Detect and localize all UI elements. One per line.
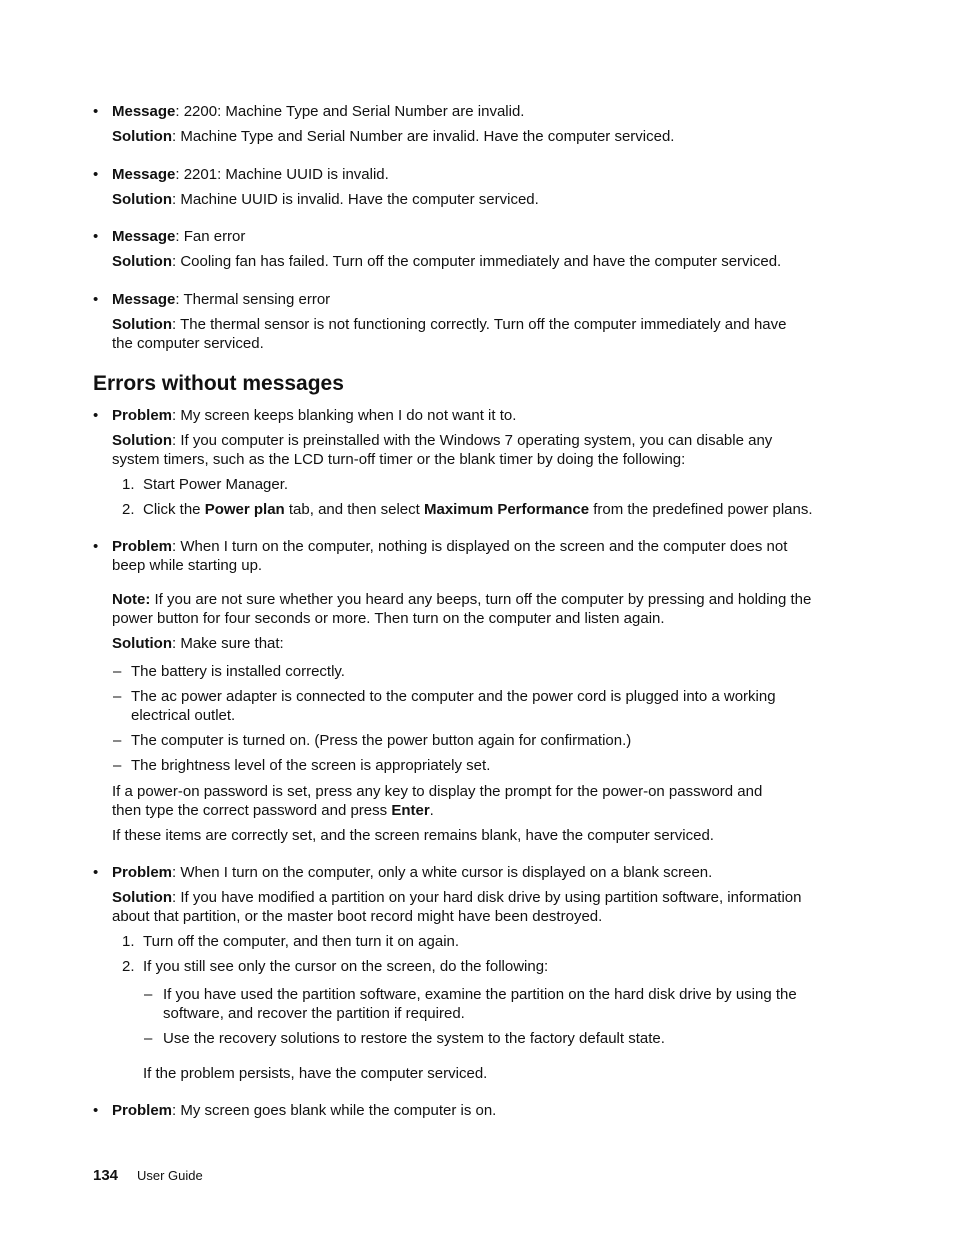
step-text: Start Power Manager. (143, 476, 289, 493)
message-line: Message: 2201: Machine UUID is invalid. (112, 166, 389, 183)
solution-line: Solution: Machine UUID is invalid. Have the computer serviced. (112, 191, 539, 208)
problem-line: Problem: My screen keeps blanking when I do not want it to. (112, 407, 517, 424)
problem-line: Problem: When I turn on the computer, only a white cursor is displayed on a blank screen. (112, 864, 713, 881)
problem-line: Problem: When I turn on the computer, nothing is displayed on the screen and the computer does not (112, 538, 788, 555)
step-text: Turn off the computer, and then turn it on again. (143, 933, 460, 950)
step-number: 2. (122, 501, 135, 518)
dash-icon: – (144, 1030, 153, 1047)
dash-icon: – (113, 663, 122, 680)
step-number: 1. (122, 933, 135, 950)
solution-line: about that partition, or the master boot record might have been destroyed. (112, 908, 603, 925)
paragraph-line: If the problem persists, have the computer serviced. (143, 1065, 488, 1082)
bullet-icon: • (93, 864, 99, 881)
message-line: Message: 2200: Machine Type and Serial Number are invalid. (112, 103, 525, 120)
dash-icon: – (113, 732, 122, 749)
dash-icon: – (144, 986, 153, 1003)
bullet-icon: • (93, 166, 99, 183)
solution-line: Solution: The thermal sensor is not functioning correctly. Turn off the computer immediately and have (112, 316, 787, 333)
note-line: power button for four seconds or more. Then turn on the computer and listen again. (112, 610, 665, 627)
bullet-icon: • (93, 407, 99, 424)
list-item: The brightness level of the screen is appropriately set. (131, 757, 491, 774)
bullet-icon: • (93, 228, 99, 245)
bullet-icon: • (93, 538, 99, 555)
list-item: The computer is turned on. (Press the power button again for confirmation.) (131, 732, 632, 749)
step-text: If you still see only the cursor on the screen, do the following: (143, 958, 549, 975)
list-item: electrical outlet. (131, 707, 236, 724)
dash-icon: – (113, 688, 122, 705)
list-item: If you have used the partition software, examine the partition on the hard disk drive by using the (163, 986, 797, 1003)
message-line: Message: Thermal sensing error (112, 291, 331, 308)
paragraph-line: If a power-on password is set, press any key to display the prompt for the power-on password and (112, 783, 763, 800)
step-number: 2. (122, 958, 135, 975)
list-item: Use the recovery solutions to restore the system to the factory default state. (163, 1030, 665, 1047)
list-item: The ac power adapter is connected to the computer and the power cord is plugged into a working (131, 688, 776, 705)
paragraph-line: then type the correct password and press Enter. (112, 802, 434, 819)
list-item: software, and recover the partition if required. (163, 1005, 465, 1022)
page-number: 134 (93, 1167, 119, 1184)
solution-line: system timers, such as the LCD turn-off timer or the blank timer by doing the following: (112, 451, 686, 468)
solution-line: Solution: If you computer is preinstalled with the Windows 7 operating system, you can disable any (112, 432, 773, 449)
solution-line: the computer serviced. (112, 335, 264, 352)
bullet-icon: • (93, 103, 99, 120)
note-line: Note: If you are not sure whether you heard any beeps, turn off the computer by pressing and holding the (112, 591, 812, 608)
dash-icon: – (113, 757, 122, 774)
solution-line: Solution: Cooling fan has failed. Turn off the computer immediately and have the computer serviced. (112, 253, 782, 270)
solution-line: Solution: Make sure that: (112, 635, 284, 652)
solution-line: Solution: If you have modified a partition on your hard disk drive by using partition software, information (112, 889, 802, 906)
solution-line: Solution: Machine Type and Serial Number are invalid. Have the computer serviced. (112, 128, 675, 145)
problem-line: beep while starting up. (112, 557, 263, 574)
bullet-icon: • (93, 291, 99, 308)
problem-line: Problem: My screen goes blank while the computer is on. (112, 1102, 497, 1119)
message-line: Message: Fan error (112, 228, 246, 245)
bullet-icon: • (93, 1102, 99, 1119)
footer-title: User Guide (137, 1168, 203, 1183)
step-number: 1. (122, 476, 135, 493)
paragraph-line: If these items are correctly set, and the screen remains blank, have the computer serviced. (112, 827, 714, 844)
section-heading: Errors without messages (93, 372, 344, 395)
list-item: The battery is installed correctly. (131, 663, 345, 680)
step-text: Click the Power plan tab, and then select Maximum Performance from the predefined power plans. (143, 501, 813, 518)
